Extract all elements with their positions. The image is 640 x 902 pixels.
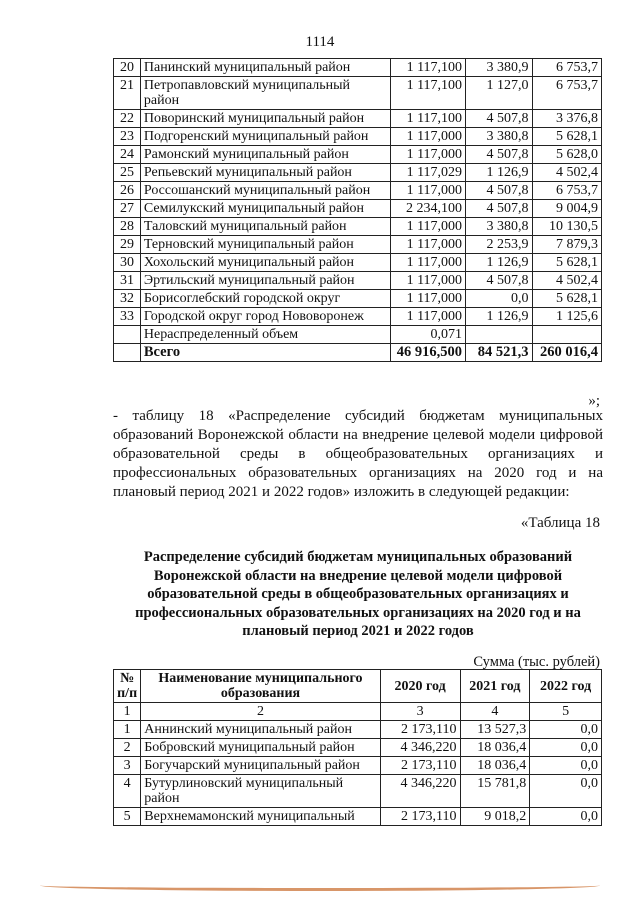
row-number: 28 [114, 218, 141, 236]
amount-2020: 2 173,110 [380, 721, 460, 739]
row-number: 30 [114, 254, 141, 272]
column-index: 4 [460, 703, 530, 721]
column-index: 2 [141, 703, 380, 721]
value-col-3: 9 004,9 [532, 200, 601, 218]
row-number: 32 [114, 290, 141, 308]
header-number: № п/п [114, 670, 141, 703]
value-col-1: 1 117,000 [391, 272, 466, 290]
row-number: 4 [114, 775, 141, 808]
amount-2022: 0,0 [530, 721, 602, 739]
value-col-2: 1 126,9 [466, 164, 532, 182]
table-row [114, 757, 602, 775]
municipality-name: Бобровский муниципальный район [141, 739, 380, 757]
table-row [114, 128, 602, 146]
value-col-2: 0,0 [466, 290, 532, 308]
value-col-3: 6 753,7 [532, 59, 601, 77]
table-row [114, 739, 602, 757]
value-col-1: 1 117,000 [391, 308, 466, 326]
municipality-name: Репьевский муниципальный район [140, 164, 391, 182]
table-row [114, 59, 602, 77]
row-number: 2 [114, 739, 141, 757]
municipality-name: Рамонский муниципальный район [140, 146, 391, 164]
row-number: 29 [114, 236, 141, 254]
table-caption: «Таблица 18 [520, 515, 600, 531]
value-col-3: 5 628,1 [532, 254, 601, 272]
value-col-2: 4 507,8 [466, 182, 532, 200]
unit-label: Сумма (тыс. рублей) [473, 654, 600, 670]
value-col-1: 1 117,100 [391, 110, 466, 128]
row-number: 27 [114, 200, 141, 218]
value-col-1: 1 117,000 [391, 146, 466, 164]
row-number: 20 [114, 59, 141, 77]
allocation-table-18 [113, 669, 602, 826]
column-index-row [114, 703, 602, 721]
amount-2020: 4 346,220 [380, 775, 460, 808]
municipality-name: Петропавловский муниципальный район [140, 77, 391, 110]
municipality-name: Хохольский муниципальный район [140, 254, 391, 272]
table-row [114, 164, 602, 182]
amount-2020: 4 346,220 [380, 739, 460, 757]
municipality-name: Подгоренский муниципальный район [140, 128, 391, 146]
value-col-3: 5 628,1 [532, 290, 601, 308]
value-col-3: 6 753,7 [532, 182, 601, 200]
row-number: 33 [114, 308, 141, 326]
municipality-name: Семилукский муниципальный район [140, 200, 391, 218]
table-row [114, 110, 602, 128]
row-number: 24 [114, 146, 141, 164]
row-number [114, 326, 141, 344]
municipality-name: Терновский муниципальный район [140, 236, 391, 254]
value-col-1: 0,071 [391, 326, 466, 344]
value-col-2: 3 380,9 [466, 59, 532, 77]
closing-quote: »; [588, 393, 600, 409]
table-row [114, 721, 602, 739]
value-col-3: 5 628,0 [532, 146, 601, 164]
municipality-name: Аннинский муниципальный район [141, 721, 380, 739]
value-col-1: 1 117,100 [391, 59, 466, 77]
value-col-1: 1 117,029 [391, 164, 466, 182]
page-number: 1114 [305, 34, 335, 50]
total-label: Всего [140, 344, 391, 362]
municipality-name: Таловский муниципальный район [140, 218, 391, 236]
amount-2021: 18 036,4 [460, 739, 530, 757]
municipality-name: Панинский муниципальный район [140, 59, 391, 77]
value-col-1: 1 117,000 [391, 236, 466, 254]
value-col-1: 1 117,000 [391, 218, 466, 236]
header-2022: 2022 год [530, 670, 602, 703]
table-row [114, 182, 602, 200]
amount-2022: 0,0 [530, 739, 602, 757]
amount-2021: 15 781,8 [460, 775, 530, 808]
table-row [114, 775, 602, 808]
value-col-2: 4 507,8 [466, 110, 532, 128]
row-number: 26 [114, 182, 141, 200]
amount-2020: 2 173,110 [380, 808, 460, 826]
value-col-1: 2 234,100 [391, 200, 466, 218]
amount-2022: 0,0 [530, 775, 602, 808]
amount-2020: 2 173,110 [380, 757, 460, 775]
table-row [114, 254, 602, 272]
value-col-2: 1 126,9 [466, 254, 532, 272]
value-col-2: 2 253,9 [466, 236, 532, 254]
value-col-3: 10 130,5 [532, 218, 601, 236]
amount-2021: 18 036,4 [460, 757, 530, 775]
table-row [114, 308, 602, 326]
total-col-2: 84 521,3 [466, 344, 532, 362]
table-row [114, 218, 602, 236]
total-col-1: 46 916,500 [391, 344, 466, 362]
value-col-3: 7 879,3 [532, 236, 601, 254]
value-col-3: 4 502,4 [532, 272, 601, 290]
municipality-name: Верхнемамонский муниципальный [141, 808, 380, 826]
row-number [114, 344, 141, 362]
value-col-1: 1 117,100 [391, 77, 466, 110]
value-col-2: 4 507,8 [466, 272, 532, 290]
municipality-name: Богучарский муниципальный район [141, 757, 380, 775]
value-col-2: 1 126,9 [466, 308, 532, 326]
value-col-3 [532, 326, 601, 344]
value-col-2: 4 507,8 [466, 146, 532, 164]
table-row [114, 146, 602, 164]
value-col-1: 1 117,000 [391, 128, 466, 146]
value-col-2: 3 380,8 [466, 218, 532, 236]
row-number: 31 [114, 272, 141, 290]
value-col-2: 3 380,8 [466, 128, 532, 146]
amount-2022: 0,0 [530, 808, 602, 826]
value-col-3: 1 125,6 [532, 308, 601, 326]
header-2021: 2021 год [460, 670, 530, 703]
table-row [114, 290, 602, 308]
municipality-name: Поворинский муниципальный район [140, 110, 391, 128]
row-number: 22 [114, 110, 141, 128]
table-row [114, 808, 602, 826]
column-index: 5 [530, 703, 602, 721]
table-title: Распределение субсидий бюджетам муниципальных образований Воронежской области на внедрение целевой модели цифровой образовательной среды в общеобразовательных организациях и профессиональных образовательных организациях на 2020 год и на плановый период 2021 и 2022 годов [135, 549, 581, 639]
table-row [114, 326, 602, 344]
page-edge-mark [40, 880, 600, 891]
municipality-name: Бутурлиновский муниципальный район [141, 775, 380, 808]
municipality-name: Россошанский муниципальный район [140, 182, 391, 200]
row-number: 23 [114, 128, 141, 146]
total-row [114, 344, 602, 362]
value-col-3: 3 376,8 [532, 110, 601, 128]
total-col-3: 260 016,4 [532, 344, 601, 362]
table-row [114, 272, 602, 290]
header-name: Наименование муниципального образования [141, 670, 380, 703]
value-col-3: 5 628,1 [532, 128, 601, 146]
column-index: 3 [380, 703, 460, 721]
value-col-2 [466, 326, 532, 344]
row-number: 25 [114, 164, 141, 182]
row-number: 1 [114, 721, 141, 739]
value-col-3: 4 502,4 [532, 164, 601, 182]
amount-2022: 0,0 [530, 757, 602, 775]
municipality-name: Эртильский муниципальный район [140, 272, 391, 290]
value-col-3: 6 753,7 [532, 77, 601, 110]
table-row [114, 77, 602, 110]
header-2020: 2020 год [380, 670, 460, 703]
table-row [114, 200, 602, 218]
allocation-table-continued [113, 58, 602, 362]
amount-2021: 13 527,3 [460, 721, 530, 739]
row-number: 3 [114, 757, 141, 775]
amount-2021: 9 018,2 [460, 808, 530, 826]
table-row [114, 236, 602, 254]
value-col-2: 4 507,8 [466, 200, 532, 218]
municipality-name: Городской округ город Нововоронеж [140, 308, 391, 326]
header-row [114, 670, 602, 703]
column-index: 1 [114, 703, 141, 721]
value-col-1: 1 117,000 [391, 290, 466, 308]
municipality-name: Борисоглебский городской округ [140, 290, 391, 308]
value-col-2: 1 127,0 [466, 77, 532, 110]
row-number: 5 [114, 808, 141, 826]
value-col-1: 1 117,000 [391, 182, 466, 200]
municipality-name: Нераспределенный объем [140, 326, 391, 344]
amendment-paragraph: - таблицу 18 «Распределение субсидий бюджетам муниципальных образований Воронежской области на внедрение целевой модели цифровой образовательной среды в общеобразовательных организациях и профессиональных образовательных организациях на 2020 год и на плановый период 2021 и 2022 годов» изложить в следующей редакции: [113, 408, 603, 500]
value-col-1: 1 117,000 [391, 254, 466, 272]
row-number: 21 [114, 77, 141, 110]
